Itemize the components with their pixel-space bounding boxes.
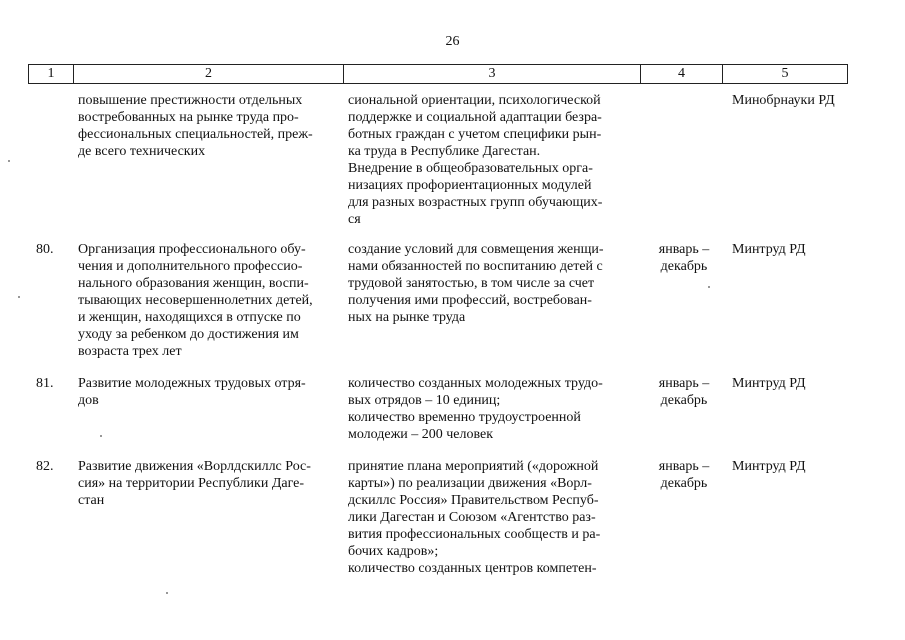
- activity-cell: Развитие движения «Ворлдскиллс Рос- сия» на территории Республики Даге- стан: [78, 459, 311, 508]
- header-col-5: 5: [722, 65, 848, 83]
- responsible-cell: Минтруд РД: [732, 242, 806, 257]
- scan-speck: [18, 296, 20, 298]
- row-number: 81.: [36, 376, 54, 391]
- table-header: [28, 64, 848, 84]
- scan-speck: [100, 435, 102, 437]
- period-cell: январь – декабрь: [658, 459, 710, 491]
- header-col-2: 2: [73, 65, 343, 83]
- responsible-cell: Минтруд РД: [732, 376, 806, 391]
- header-col-1: 1: [28, 65, 73, 83]
- activity-cell: повышение престижности отдельных востребованных на рынке труда про- фессиональных специальностей, преж- де всего технических: [78, 93, 313, 159]
- scan-speck: [8, 160, 10, 162]
- period-cell: январь – декабрь: [658, 376, 710, 408]
- scan-speck: [166, 592, 168, 594]
- scan-speck: [708, 286, 710, 288]
- row-number: 80.: [36, 242, 54, 257]
- responsible-cell: Минобрнауки РД: [732, 93, 835, 108]
- page-number: 26: [445, 34, 460, 49]
- activity-cell: Развитие молодежных трудовых отря- дов: [78, 376, 306, 408]
- result-cell: создание условий для совмещения женщи- нами обязанностей по воспитанию детей с трудовой занятостью, в том числе за счет получения ими профессий, востребован- ных на рынке труда: [348, 242, 604, 325]
- result-cell: принятие плана мероприятий («дорожной карты») по реализации движения «Ворл- дскиллс Россия» Правительством Респуб- лики Дагестан и Союзом «Агентство раз- вития профессиональных сообществ и ра- бочих кадров»; количество созданных центров компетен-: [348, 459, 601, 576]
- result-cell: сиональной ориентации, психологической поддержке и социальной адаптации безра- ботных граждан с учетом специфики рын- ка труда в Республике Дагестан. Внедрение в общеобразовательных орга- низациях профориентационных модулей для разных возрастных групп обучающих- ся: [348, 93, 603, 227]
- row-number: 82.: [36, 459, 54, 474]
- responsible-cell: Минтруд РД: [732, 459, 806, 474]
- period-cell: январь – декабрь: [658, 242, 710, 274]
- result-cell: количество созданных молодежных трудо- вых отрядов – 10 единиц; количество временно трудоустроенной молодежи – 200 человек: [348, 376, 603, 442]
- header-col-4: 4: [640, 65, 722, 83]
- activity-cell: Организация профессионального обу- чения и дополнительного профессио- нального образования женщин, воспи- тывающих несовершеннолетних детей, и женщин, находящихся в отпуске по уходу за ребенком до достижения им возраста трех лет: [78, 242, 313, 359]
- header-col-3: 3: [343, 65, 640, 83]
